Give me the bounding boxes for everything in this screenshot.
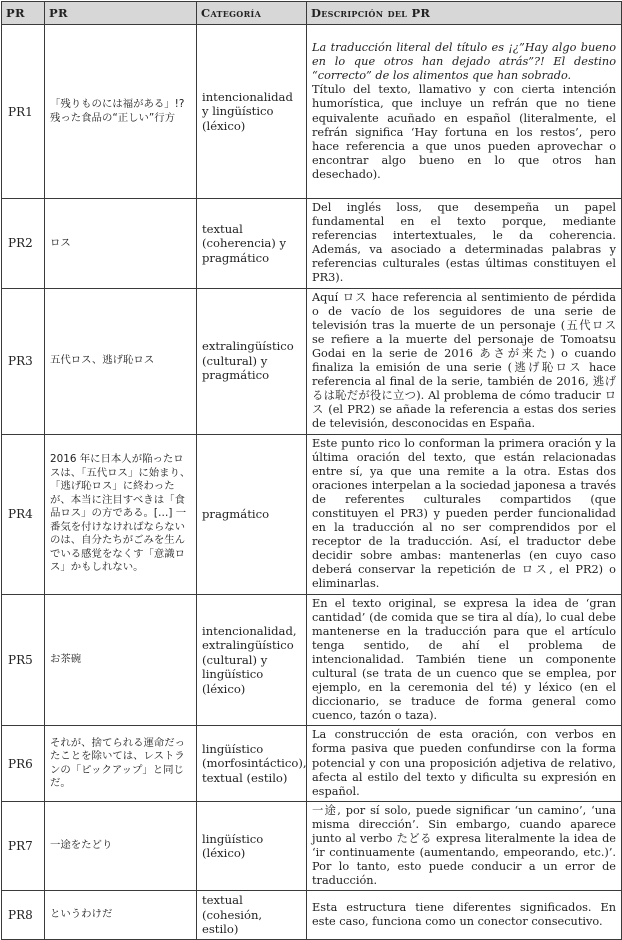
row-category: intencionalidad y lingüístico (léxico) xyxy=(197,25,307,199)
problems-table xyxy=(1,1,622,940)
header-categoria: Categoría xyxy=(197,2,307,25)
row-id: PR5 xyxy=(2,594,45,726)
row-description-body: Este punto rico lo conforman la primera oración y la última oración del texto, que están relacionadas entre sí, ya que una remite a la otra. Estas dos oraciones interpelan a la sociedad japonesa a través de referentes culturales compartidos (que constituyen el PR3) y pueden perder funcionalidad en la traducción al no ser comprendidos por el receptor de la traducción. Así, el traductor debe decidir sobre ambas: mantenerlas (en cuyo caso deberá conservar la repetición de ロス, el PR2) o eliminarlas. xyxy=(312,436,616,591)
row-japanese-text: というわけだ xyxy=(45,891,197,940)
row-description xyxy=(307,726,622,801)
row-description-lead: La traducción literal del título es ¡¿”Hay algo bueno en lo que otros han dejado atrás”?! El destino “correcto” de los alimentos que han sobrado. xyxy=(312,41,616,83)
row-japanese-text: 「残りものには福がある」!? 残った食品の“正しい”行方 xyxy=(45,25,197,199)
row-category: lingüístico (léxico) xyxy=(197,801,307,891)
row-description-body: En el texto original, se expresa la idea de ‘gran cantidad’ (de comida que se tira al día), lo cual debe mantenerse en la traducción para que el artículo tenga sentido, de ahí el problema de intencionalidad. También tiene un componente cultural (se trata de un cuenco que se emplea, por ejemplo, en la ceremonia del té) y léxico (en el diccionario, se traduce de forma general como cuenco, tazón o taza). xyxy=(312,596,616,723)
table-row xyxy=(2,434,622,594)
row-description-body: Aquí ロス hace referencia al sentimiento de pérdida o de vacío de los seguidores de una serie de televisión tras la muerte de un personaje (五代ロス se refiere a la muerte del personaje de Tomoatsu Godai en la serie de 2016 あさが来た) o cuando finaliza la emisión de una serie (逃げ恥ロス hace referencia al final de la serie, también de 2016, 逃げるは恥だが役に立つ). Al problema de cómo traducir ロス (el PR2) se añade la referencia a estas dos series de televisión, desconocidas en España. xyxy=(312,290,616,431)
table-row xyxy=(2,288,622,434)
row-japanese-text: 2016 年に日本人が陥ったロスは、「五代ロス」に始まり、「逃げ恥ロス」に終わったが、本当に注目すべきは「食品ロス」の方である。[…] 一番気を付けなければならないのは、自分たちがごみを生んでいる感覚をなくす「意識ロス」かもしれない。 xyxy=(45,434,197,594)
table-row xyxy=(2,199,622,289)
row-category: textual (cohesión, estilo) xyxy=(197,891,307,940)
header-row xyxy=(2,2,622,25)
row-description-body: 一途, por sí solo, puede significar ‘un camino’, ‘una misma dirección’. Sin embargo, cuando aparece junto al verbo たどる expresa literalmente la idea de ‘ir continuamente (aumentando, empeorando, etc.)’. Por lo tanto, esto puede conducir a un error de traducción. xyxy=(312,803,616,888)
row-description xyxy=(307,25,622,199)
header-descripcion: Descripción del PR xyxy=(307,2,622,25)
table-row xyxy=(2,726,622,801)
row-japanese-text: それが、捨てられる運命だったことを除いては、レストランの「ピックアップ」と同じだ。 xyxy=(45,726,197,801)
row-id: PR3 xyxy=(2,288,45,434)
row-japanese-text: ロス xyxy=(45,199,197,289)
row-category: lingüístico (morfosintáctico), textual (estilo) xyxy=(197,726,307,801)
row-description xyxy=(307,801,622,891)
row-category: textual (coherencia) y pragmático xyxy=(197,199,307,289)
row-description-body: Título del texto, llamativo y con cierta intención humorística, que incluye un refrán que no tiene equivalente acuñado en español (literalmente, el refrán significa ‘Hay fortuna en los restos’, pero hace referencia a que unos pueden aprovechar o encontrar algo bueno en lo que otros han desechado). xyxy=(312,83,616,181)
row-description xyxy=(307,199,622,289)
row-category: pragmático xyxy=(197,434,307,594)
header-pr: PR xyxy=(2,2,45,25)
table-row xyxy=(2,801,622,891)
row-id: PR4 xyxy=(2,434,45,594)
row-category: extralingüístico (cultural) y pragmático xyxy=(197,288,307,434)
row-description xyxy=(307,891,622,940)
row-id: PR6 xyxy=(2,726,45,801)
table-row xyxy=(2,594,622,726)
row-description-body: Esta estructura tiene diferentes significados. En este caso, funciona como un conector consecutivo. xyxy=(312,901,616,929)
row-category: intencionalidad, extralingüístico (cultural) y lingüístico (léxico) xyxy=(197,594,307,726)
row-description-body: La construcción de esta oración, con verbos en forma pasiva que pueden confundirse con la forma potencial y con una proposición adjetiva de relativo, afecta al estilo del texto y dificulta su expresión en español. xyxy=(312,728,616,798)
row-id: PR8 xyxy=(2,891,45,940)
row-description xyxy=(307,594,622,726)
row-id: PR2 xyxy=(2,199,45,289)
table-row xyxy=(2,25,622,199)
row-description xyxy=(307,288,622,434)
row-description-body: Del inglés loss, que desempeña un papel fundamental en el texto porque, mediante referencias intertextuales, le da coherencia. Además, va asociado a determinadas palabras y referencias culturales (estas últimas constituyen el PR3). xyxy=(312,201,616,285)
header-pr-text: PR xyxy=(45,2,197,25)
row-japanese-text: 五代ロス、逃げ恥ロス xyxy=(45,288,197,434)
row-japanese-text: お茶碗 xyxy=(45,594,197,726)
row-id: PR7 xyxy=(2,801,45,891)
row-id: PR1 xyxy=(2,25,45,199)
row-description xyxy=(307,434,622,594)
table-row xyxy=(2,891,622,940)
row-japanese-text: 一途をたどり xyxy=(45,801,197,891)
